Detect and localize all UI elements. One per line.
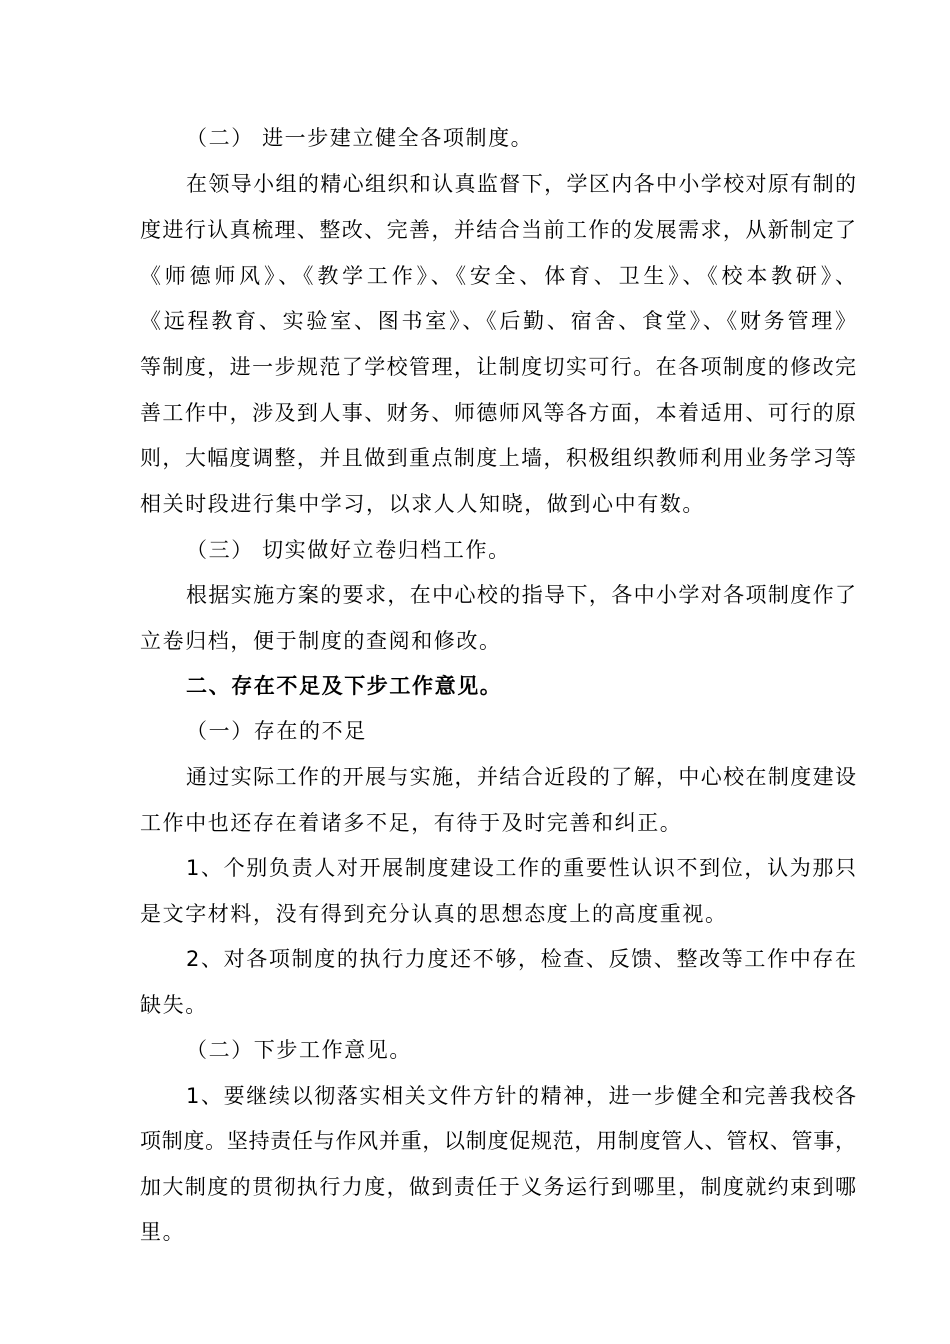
paragraph-line: 等制度，进一步规范了学校管理，让制度切实可行。在各项制度的修改完: [140, 355, 856, 379]
list-item-line: 1、要继续以彻落实相关文件方针的精神，进一步健全和完善我校各: [186, 1084, 856, 1108]
paragraph-line: 根据实施方案的要求，在中心校的指导下，各中小学对各项制度作了: [186, 583, 856, 607]
paragraph-line: 工作中也还存在着诸多不足，有待于及时完善和纠正。: [140, 811, 683, 835]
list-item-line: 缺失。: [140, 993, 208, 1017]
list-item-line: 加大制度的贯彻执行力度，做到责任于义务运行到哪里，制度就约束到哪: [140, 1175, 856, 1199]
subsection-heading-2: （二） 进一步建立健全各项制度。: [186, 126, 534, 150]
list-item-line: 项制度。坚持责任与作风并重，以制度促规范，用制度管人、管权、管事，: [140, 1129, 856, 1153]
paragraph-line: 相关时段进行集中学习，以求人人知晓，做到心中有数。: [140, 492, 705, 516]
subsection-heading-next: （二）下步工作意见。: [186, 1038, 412, 1062]
list-item-line: 是文字材料，没有得到充分认真的思想态度上的高度重视。: [140, 902, 728, 926]
paragraph-line: 《远程教育、实验室、图书室》、《后勤、宿舍、食堂》、《财务管理》: [140, 309, 856, 333]
paragraph-line: 则，大幅度调整，并且做到重点制度上墙，积极组织教师利用业务学习等: [140, 446, 856, 470]
paragraph-line: 度进行认真梳理、整改、完善，并结合当前工作的发展需求，从新制定了: [140, 218, 856, 242]
list-item-line: 2、对各项制度的执行力度还不够，检查、反馈、整改等工作中存在: [186, 947, 856, 971]
paragraph-line: 善工作中，涉及到人事、财务、师德师风等各方面，本着适用、可行的原: [140, 401, 856, 425]
paragraph-line: 在领导小组的精心组织和认真监督下，学区内各中小学校对原有制的: [186, 172, 856, 196]
list-item-line: 里。: [140, 1220, 186, 1244]
paragraph-line: 《师德师风》、《教学工作》、《安全、体育、卫生》、《校本教研》、: [140, 264, 856, 288]
paragraph-line: 通过实际工作的开展与实施，并结合近段的了解，中心校在制度建设: [186, 765, 856, 789]
subsection-heading-1: （一）存在的不足: [186, 719, 367, 743]
list-item-line: 1、个别负责人对开展制度建设工作的重要性认识不到位，认为那只: [186, 856, 856, 880]
section-heading: 二、存在不足及下步工作意见。: [186, 674, 503, 698]
subsection-heading-3: （三） 切实做好立卷归档工作。: [186, 538, 511, 562]
paragraph-line: 立卷归档，便于制度的查阅和修改。: [140, 629, 502, 653]
